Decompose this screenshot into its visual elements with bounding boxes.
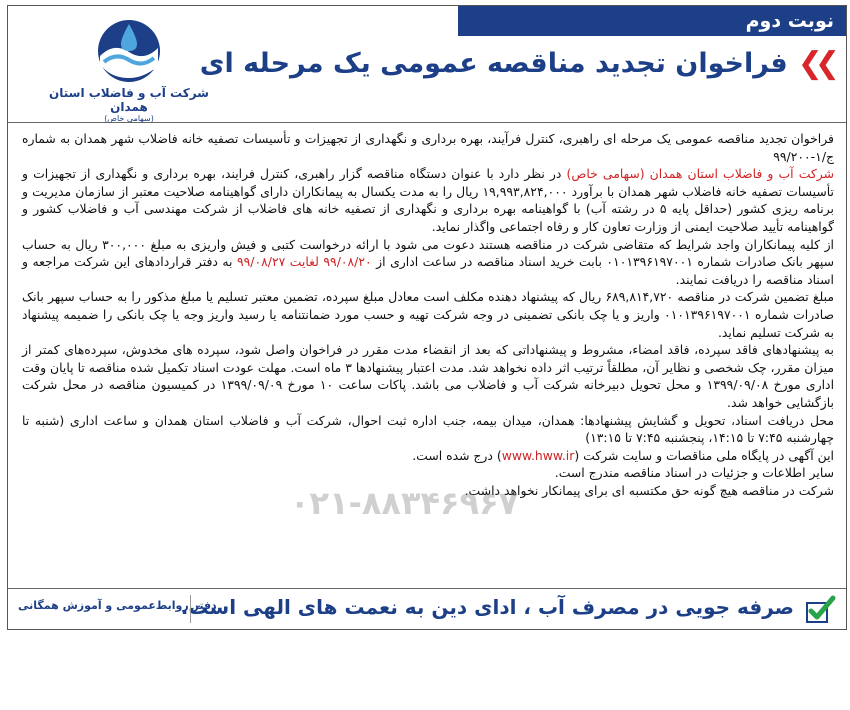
paragraph-details: سایر اطلاعات و جزئیات در اسناد مناقصه مندرج است. <box>554 465 834 481</box>
notice-title-row <box>199 45 832 81</box>
company-name-highlight: شرکت آب و فاضلاب استان همدان (سهامی خاص) <box>566 166 834 182</box>
paragraph-rights: شرکت در مناقصه هیچ گونه حق مکتسبه ای برای پیمانکار نخواهد داشت. <box>464 482 834 498</box>
paragraph-publication <box>22 447 834 465</box>
company-logo <box>44 18 214 123</box>
website-link[interactable]: www.hww.ir <box>501 447 575 463</box>
logo-company-name: شرکت آب و فاضلاب استان همدان <box>49 86 209 114</box>
notice-title: فراخوان تجدید مناقصه عمومی یک مرحله ای <box>199 48 788 79</box>
header-divider <box>8 122 846 123</box>
footer-slogan: صرفه جویی در مصرف آب ، ادای دین به نعمت های الهی است. <box>180 595 794 619</box>
paragraph-tender-subject: فراخوان تجدید مناقصه عمومی یک مرحله ای راهبری، کنترل فرآیند، بهره برداری و نگهداری از تجهیزات و تأسیسات تصفیه خانه فاضلاب شهر همدان به شماره ج/۱-۹۹/۲۰۰ <box>22 131 834 164</box>
watermark-phone: ۰۲۱-۸۸۳۴۶۹۶۷ <box>290 484 519 522</box>
water-drop-logo-icon <box>90 18 168 84</box>
paragraph-document-purchase <box>22 236 834 289</box>
paragraph-location: محل دریافت اسناد، تحویل و گشایش پیشنهادها: همدان، میدان بیمه، جنب اداره ثبت احوال، شرکت آب و فاضلاب استان همدان و ساعت اداری (شنبه تا چهارشنبه ۷:۴۵ تا ۱۴:۱۵، پنجشنبه ۷:۴۵ تا ۱۳:۱۵) <box>22 412 834 446</box>
notice-frame <box>7 5 847 630</box>
description-text: در نظر دارد با عنوان دستگاه مناقصه گزار راهبری، کنترل فرایند، بهره برداری و نگهداری از تجهیزات و تأسیسات تصفیه خانه فاضلاب شهر همدان با برآورد ۱۹,۹۹۳,۸۲۴,۰۰۰ ریال را به مدت یکسال به پیمانکاران دارای گواهینامه صلاحیت معتبر از سازمان مدیریت و برنامه ریزی کشور (حداقل پایه ۵ در رشته آب) با گواهینامه بهره برداری و نگهداری از تصفیه خانه های فاضلاب از شرکت مهندسی آب و فاضلاب کشور و گواهینامه تأیید صلاحیت ایمنی از وزارت تعاون کار و رفاه اجتماعی واگذار نماید. <box>22 166 834 234</box>
publication-text-b: ) درج شده است. <box>412 447 502 463</box>
purchase-date-range: ۹۹/۰۸/۲۰ لغایت ۹۹/۰۸/۲۷ <box>236 254 372 270</box>
footer-department: دفتر روابط‌عمومی و آموزش همگانی <box>18 599 217 612</box>
double-chevron-icon: ❯❯ <box>797 45 832 81</box>
purchase-text-a: از کلیه پیمانکاران واجد شرایط که متقاضی شرکت در مناقصه هستند دعوت می شود با ارائه درخواست کتبی و فیش واریزی به مبلغ ۳۰۰,۰۰۰ ریال به حساب سپهر بانک صادرات شماره ۰۱۰۱۳۹۶۱۹۷۰۰۱ بابت خرید اسناد مناقصه در ساعت اداری از <box>22 236 834 270</box>
logo-company-type: (سهامی خاص) <box>104 114 154 123</box>
purchase-text-b: به دفتر قراردادهای این شرکت مراجعه و اسناد مناقصه را دریافت نمایند. <box>22 254 834 287</box>
footer <box>8 588 846 629</box>
checkmark-icon <box>804 594 836 624</box>
paragraph-guarantee: مبلغ تضمین شرکت در مناقصه ۶۸۹,۸۱۴,۷۲۰ ریال که پیشنهاد دهنده مکلف است معادل مبلغ سپرده، تضمین معتبر تسلیم یا مبلغ مذکور را به حساب سپهر بانک صادرات شماره ۰۱۰۱۳۹۶۱۹۷۰۰۱ واریز و یا چک بانکی تضمینی در وجه شرکت تهیه و حسب مورد ضمانتنامه یا رسید واریز وجه یا چک بانکی را ضمیمه پیشنهاد به شرکت تسلیم نماید. <box>22 289 834 340</box>
paragraph-conditions: به پیشنهادهای فاقد سپرده، فاقد امضاء، مشروط و پیشنهاداتی که بعد از انقضاء مدت مقرر در فراخوان واصل شود، سپرده های مخدوش، سپرده‌های کمتر از میزان مقرر، چک شخصی و نظایر آن، مطلقاً ترتیب اثر داده نخواهد شد. مدت اعتبار پیشنهادها ۳ ماه است. مهلت عودت اسناد تکمیل شده مناقصه تا پایان وقت اداری مورخ ۱۳۹۹/۰۹/۰۸ و محل تحویل دبیرخانه شرکت آب و فاضلاب می باشد. پاکات ساعت ۱۰ مورخ ۱۳۹۹/۰۹/۰۹ در کمیسیون مناقصه در محل شرکت بازگشایی خواهد شد. <box>22 342 835 410</box>
paragraph-description <box>22 165 834 235</box>
round-label: نوبت دوم <box>458 6 846 36</box>
notice-body <box>22 130 834 499</box>
publication-text-a: این آگهی در پایگاه ملی مناقصات و سایت شرکت ( <box>574 447 834 463</box>
